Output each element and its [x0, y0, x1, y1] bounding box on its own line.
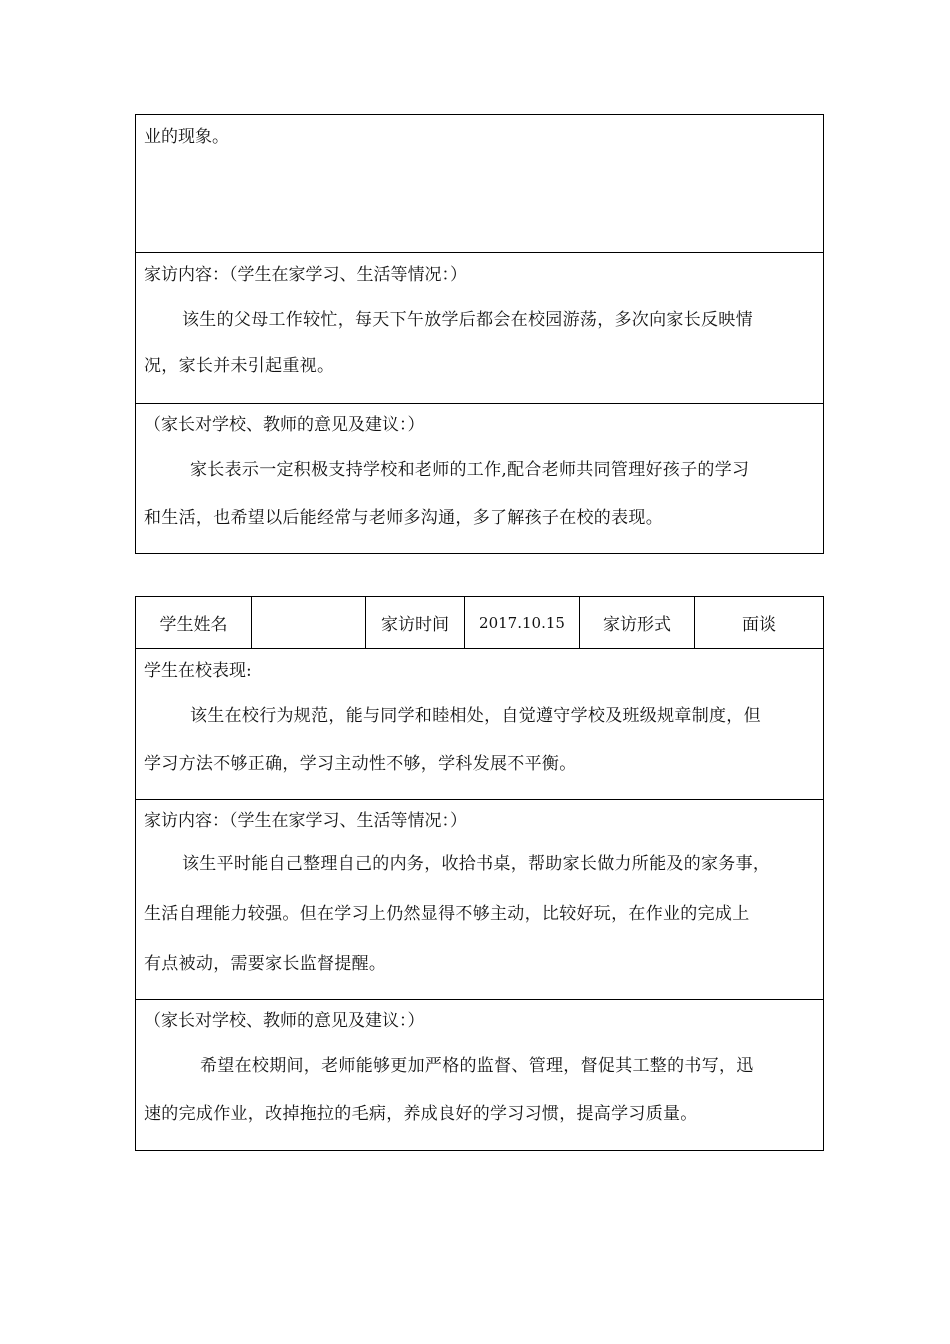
parent-opinion-heading: （家长对学校、教师的意见及建议：）	[144, 415, 425, 435]
school-performance-line: 学习方法不够正确，学习主动性不够，学科发展不平衡。	[144, 754, 577, 774]
continued-text: 业的现象。	[144, 127, 229, 147]
parent-opinion-line: 家长表示一定积极支持学校和老师的工作,配合老师共同管理好孩子的学习	[190, 460, 750, 480]
visit-time-value: 2017.10.15	[464, 597, 579, 648]
parent-opinion-line: 速的完成作业，改掉拖拉的毛病，养成良好的学习习惯，提高学习质量。	[144, 1104, 698, 1124]
visit-content-heading: 家访内容：（学生在家学习、生活等情况：）	[144, 265, 467, 285]
visit-content-section	[136, 799, 823, 999]
school-performance-section	[136, 648, 823, 799]
parent-opinion-section	[136, 999, 823, 1150]
visit-time-label: 家访时间	[365, 597, 464, 648]
parent-opinion-line: 希望在校期间，老师能够更加严格的监督、管理，督促其工整的书写，迅	[200, 1056, 754, 1076]
continued-text-section	[136, 115, 823, 252]
visit-content-line: 生活自理能力较强。但在学习上仍然显得不够主动，比较好玩，在作业的完成上	[144, 904, 750, 924]
visit-content-line: 该生的父母工作较忙，每天下午放学后都会在校园游荡，多次向家长反映情	[182, 310, 753, 330]
school-performance-line: 该生在校行为规范，能与同学和睦相处，自觉遵守学校及班级规章制度，但	[190, 706, 761, 726]
parent-opinion-heading: （家长对学校、教师的意见及建议：）	[144, 1011, 425, 1031]
visit-form-value: 面谈	[694, 597, 823, 648]
student-name-value	[251, 597, 365, 648]
visit-record-table-2	[135, 596, 824, 1151]
visit-content-line: 该生平时能自己整理自己的内务，收拾书桌，帮助家长做力所能及的家务事，	[182, 854, 771, 874]
visit-content-line: 有点被动，需要家长监督提醒。	[144, 954, 387, 974]
school-performance-heading: 学生在校表现:	[144, 661, 252, 681]
visit-info-row	[136, 597, 823, 648]
parent-opinion-section	[136, 403, 823, 553]
student-name-label: 学生姓名	[159, 615, 228, 635]
visit-form-label: 家访形式	[579, 597, 694, 648]
visit-record-table-1	[135, 114, 824, 554]
visit-content-section	[136, 252, 823, 403]
visit-content-heading: 家访内容：（学生在家学习、生活等情况：）	[144, 811, 467, 831]
parent-opinion-line: 和生活，也希望以后能经常与老师多沟通，多了解孩子在校的表现。	[144, 508, 663, 528]
visit-content-line: 况，家长并未引起重视。	[144, 356, 335, 376]
